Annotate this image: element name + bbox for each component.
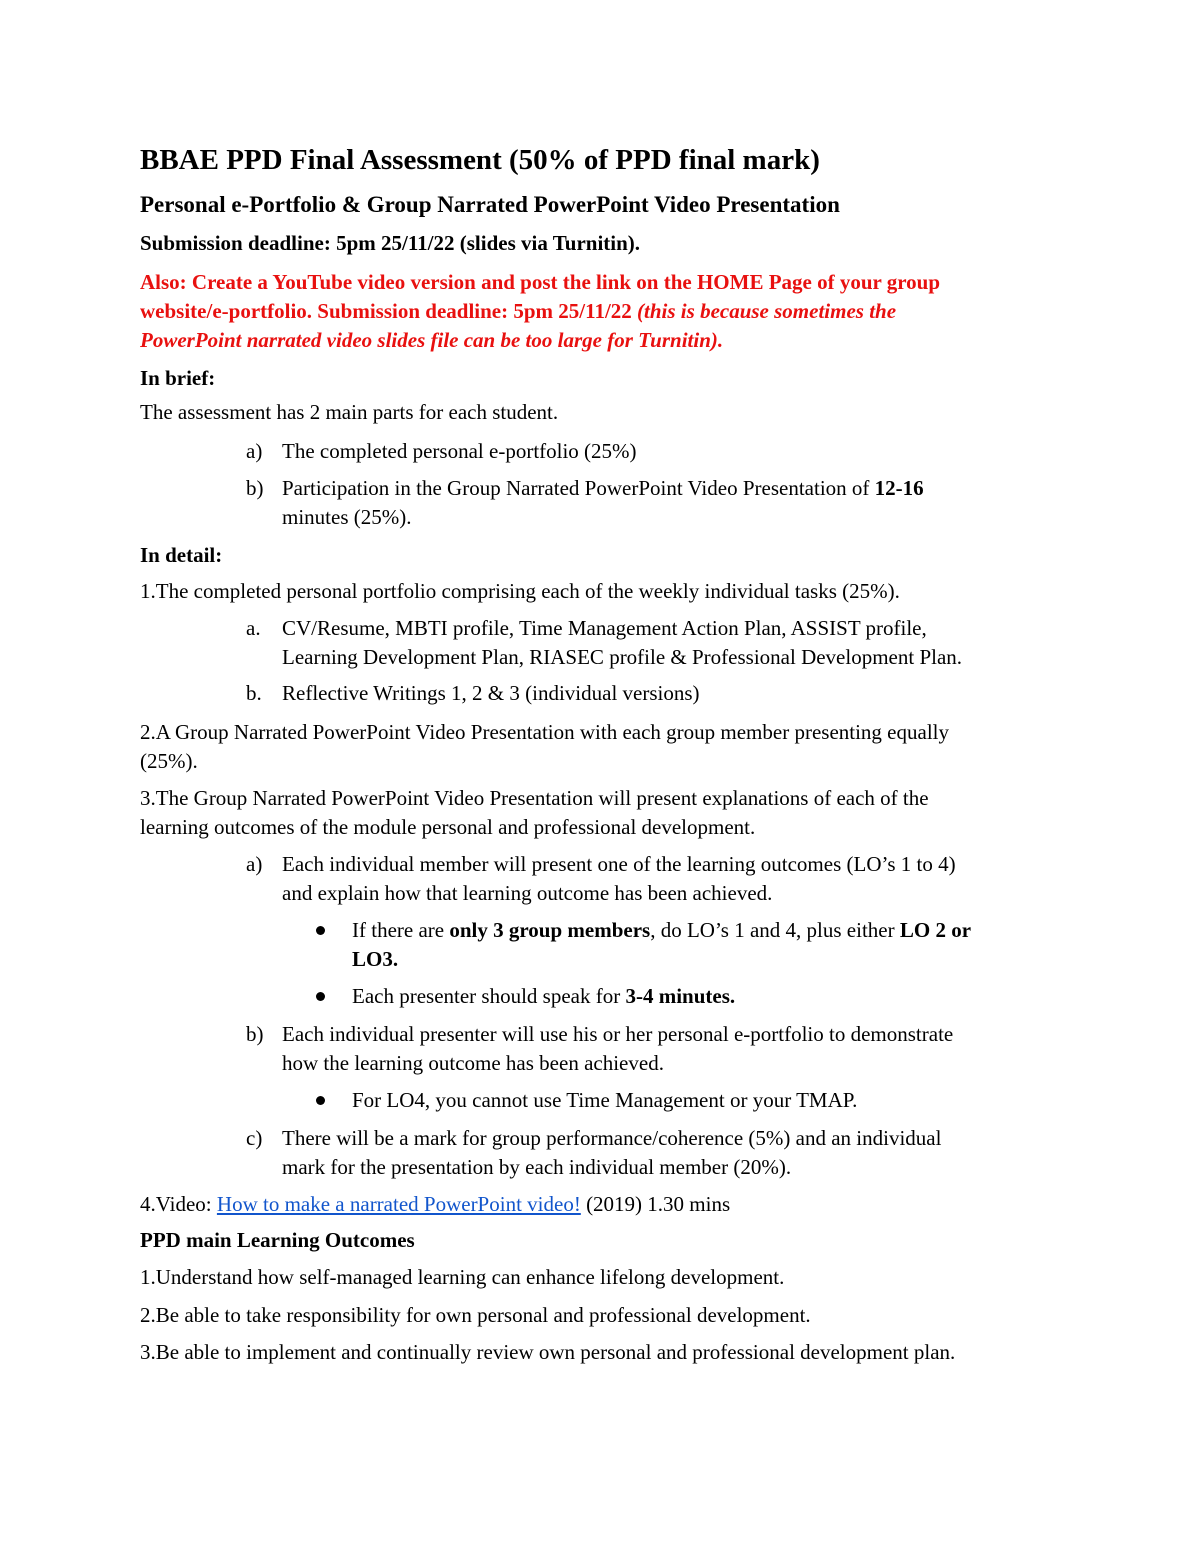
in-brief-heading: In brief: <box>140 366 216 390</box>
detail-3a-line-1: Each individual member will present one of the learning outcomes (LO’s 1 to 4) <box>282 852 956 876</box>
detail-point-2-line-2: (25%). <box>140 749 198 773</box>
detail-point-3-line-2: learning outcomes of the module personal and professional development. <box>140 815 756 839</box>
detail-1a-label: a. <box>246 616 261 640</box>
also-notice-line-1: Also: Create a YouTube video version and post the link on the HOME Page of your group <box>140 270 941 294</box>
brief-item-a-label: a) <box>246 439 263 463</box>
detail-point-3-line-1: 3.The Group Narrated PowerPoint Video Presentation will present explanations of each of the <box>140 786 929 810</box>
also-notice-line-2: website/e-portfolio. Submission deadline: 5pm 25/11/22 (this is because sometimes the <box>140 299 897 323</box>
bullet-lo4: For LO4, you cannot use Time Management or your TMAP. <box>352 1088 858 1112</box>
learning-outcome-3: 3.Be able to implement and continually review own personal and professional development plan. <box>140 1340 956 1364</box>
learning-outcomes-heading: PPD main Learning Outcomes <box>140 1228 415 1252</box>
bullet-dot-icon <box>316 926 325 935</box>
brief-item-b-label: b) <box>246 476 264 500</box>
detail-3c-line-2: mark for the presentation by each individual member (20%). <box>282 1155 792 1179</box>
brief-item-b-line-1: Participation in the Group Narrated PowerPoint Video Presentation of 12-16 <box>282 476 924 500</box>
video-link[interactable]: How to make a narrated PowerPoint video! <box>216 1192 581 1216</box>
detail-3b-line-2: how the learning outcome has been achieved. <box>282 1051 664 1075</box>
brief-item-a: The completed personal e-portfolio (25%) <box>282 439 637 463</box>
also-notice-line-3: PowerPoint narrated video slides file can be too large for Turnitin). <box>140 328 724 352</box>
document-subtitle: Personal e-Portfolio & Group Narrated PowerPoint Video Presentation <box>140 192 840 217</box>
detail-1b-label: b. <box>246 681 262 705</box>
brief-item-b-line-2: minutes (25%). <box>282 505 412 529</box>
brief-intro: The assessment has 2 main parts for each student. <box>140 400 559 424</box>
bullet-group-members-line-2: LO3. <box>352 947 399 971</box>
detail-point-2-line-1: 2.A Group Narrated PowerPoint Video Presentation with each group member presenting equally <box>140 720 949 744</box>
detail-1b: Reflective Writings 1, 2 & 3 (individual versions) <box>282 681 700 705</box>
document-title: BBAE PPD Final Assessment (50% of PPD final mark) <box>140 144 820 176</box>
bullet-group-members-line-1: If there are only 3 group members, do LO’s 1 and 4, plus either LO 2 or <box>352 918 972 942</box>
detail-3c-label: c) <box>246 1126 263 1150</box>
detail-3a-line-2: and explain how that learning outcome has been achieved. <box>282 881 773 905</box>
detail-3b-label: b) <box>246 1022 264 1046</box>
detail-3a-label: a) <box>246 852 263 876</box>
bullet-dot-icon <box>316 992 325 1001</box>
bullet-dot-icon <box>316 1096 325 1105</box>
learning-outcome-2: 2.Be able to take responsibility for own personal and professional development. <box>140 1303 811 1327</box>
submission-deadline: Submission deadline: 5pm 25/11/22 (slides via Turnitin). <box>140 231 641 255</box>
detail-point-4: 4.Video: How to make a narrated PowerPoint video! (2019) 1.30 mins <box>140 1192 731 1216</box>
bullet-speak-time: Each presenter should speak for 3-4 minutes. <box>352 984 736 1008</box>
detail-1a-line-2: Learning Development Plan, RIASEC profile & Professional Development Plan. <box>282 645 963 669</box>
detail-1a-line-1: CV/Resume, MBTI profile, Time Management Action Plan, ASSIST profile, <box>282 616 927 640</box>
in-detail-heading: In detail: <box>140 543 223 567</box>
detail-3c-line-1: There will be a mark for group performance/coherence (5%) and an individual <box>282 1126 942 1150</box>
detail-3b-line-1: Each individual presenter will use his or her personal e-portfolio to demonstrate <box>282 1022 954 1046</box>
learning-outcome-1: 1.Understand how self-managed learning can enhance lifelong development. <box>140 1265 785 1289</box>
detail-point-1: 1.The completed personal portfolio comprising each of the weekly individual tasks (25%). <box>140 579 900 603</box>
